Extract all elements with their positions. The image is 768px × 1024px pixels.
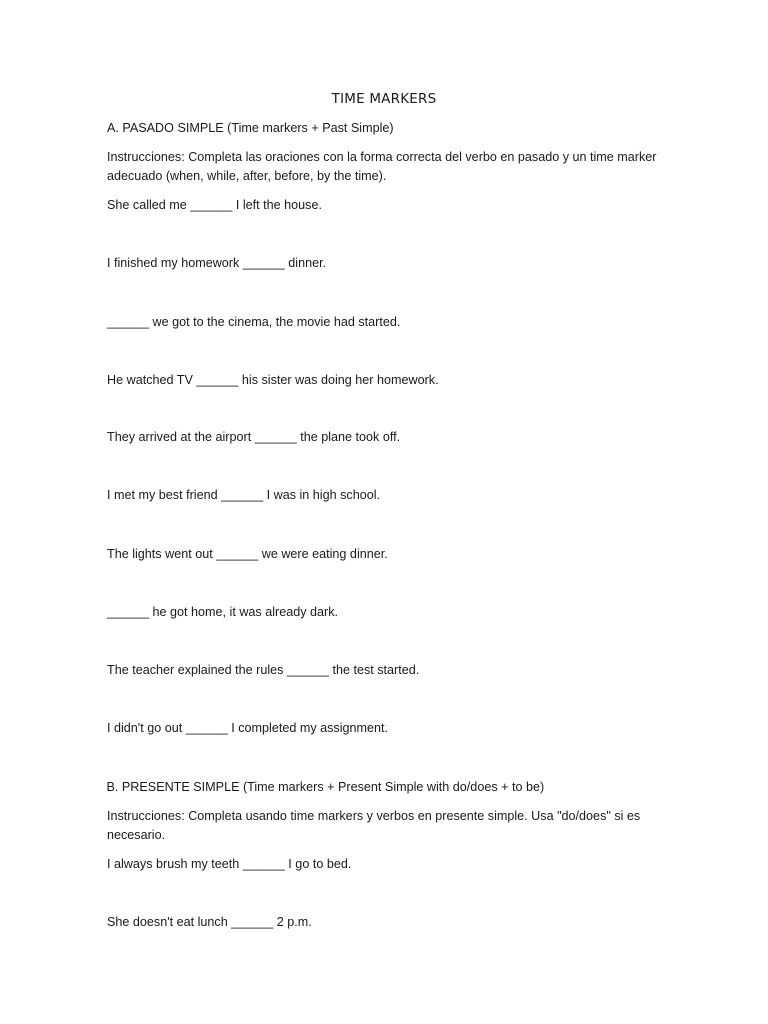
- exercise-sentence: I met my best friend ______ I was in high school.: [107, 488, 381, 502]
- exercise-sentence: They arrived at the airport ______ the plane took off.: [107, 430, 401, 444]
- exercise-sentence: I finished my homework ______ dinner.: [107, 256, 327, 270]
- section-a-instructions: Instrucciones: Completa las oraciones con la forma correcta del verbo en pasado y un time marker adecuado (when, while, after, before, by the time).: [107, 150, 657, 183]
- document-title: TIME MARKERS: [331, 91, 437, 107]
- exercise-sentence: ______ we got to the cinema, the movie had started.: [107, 315, 401, 329]
- exercise-sentence: I always brush my teeth ______ I go to bed.: [107, 857, 352, 871]
- exercise-sentence: The lights went out ______ we were eating dinner.: [107, 547, 388, 561]
- section-b-instructions: Instrucciones: Completa usando time markers y verbos en presente simple. Usa "do/does" si es necesario.: [107, 809, 641, 842]
- exercise-sentence: He watched TV ______ his sister was doing her homework.: [107, 373, 439, 387]
- exercise-sentence: She doesn't eat lunch ______ 2 p.m.: [107, 915, 312, 929]
- exercise-sentence: The teacher explained the rules ______ the test started.: [107, 663, 420, 677]
- section-b-heading: B. PRESENTE SIMPLE (Time markers + Present Simple with do/does + to be): [103, 780, 545, 794]
- section-a-heading: A. PASADO SIMPLE (Time markers + Past Simple): [107, 121, 394, 135]
- exercise-sentence: ______ he got home, it was already dark.: [107, 605, 339, 619]
- exercise-sentence: She called me ______ I left the house.: [107, 198, 322, 212]
- exercise-sentence: I didn't go out ______ I completed my assignment.: [107, 721, 389, 735]
